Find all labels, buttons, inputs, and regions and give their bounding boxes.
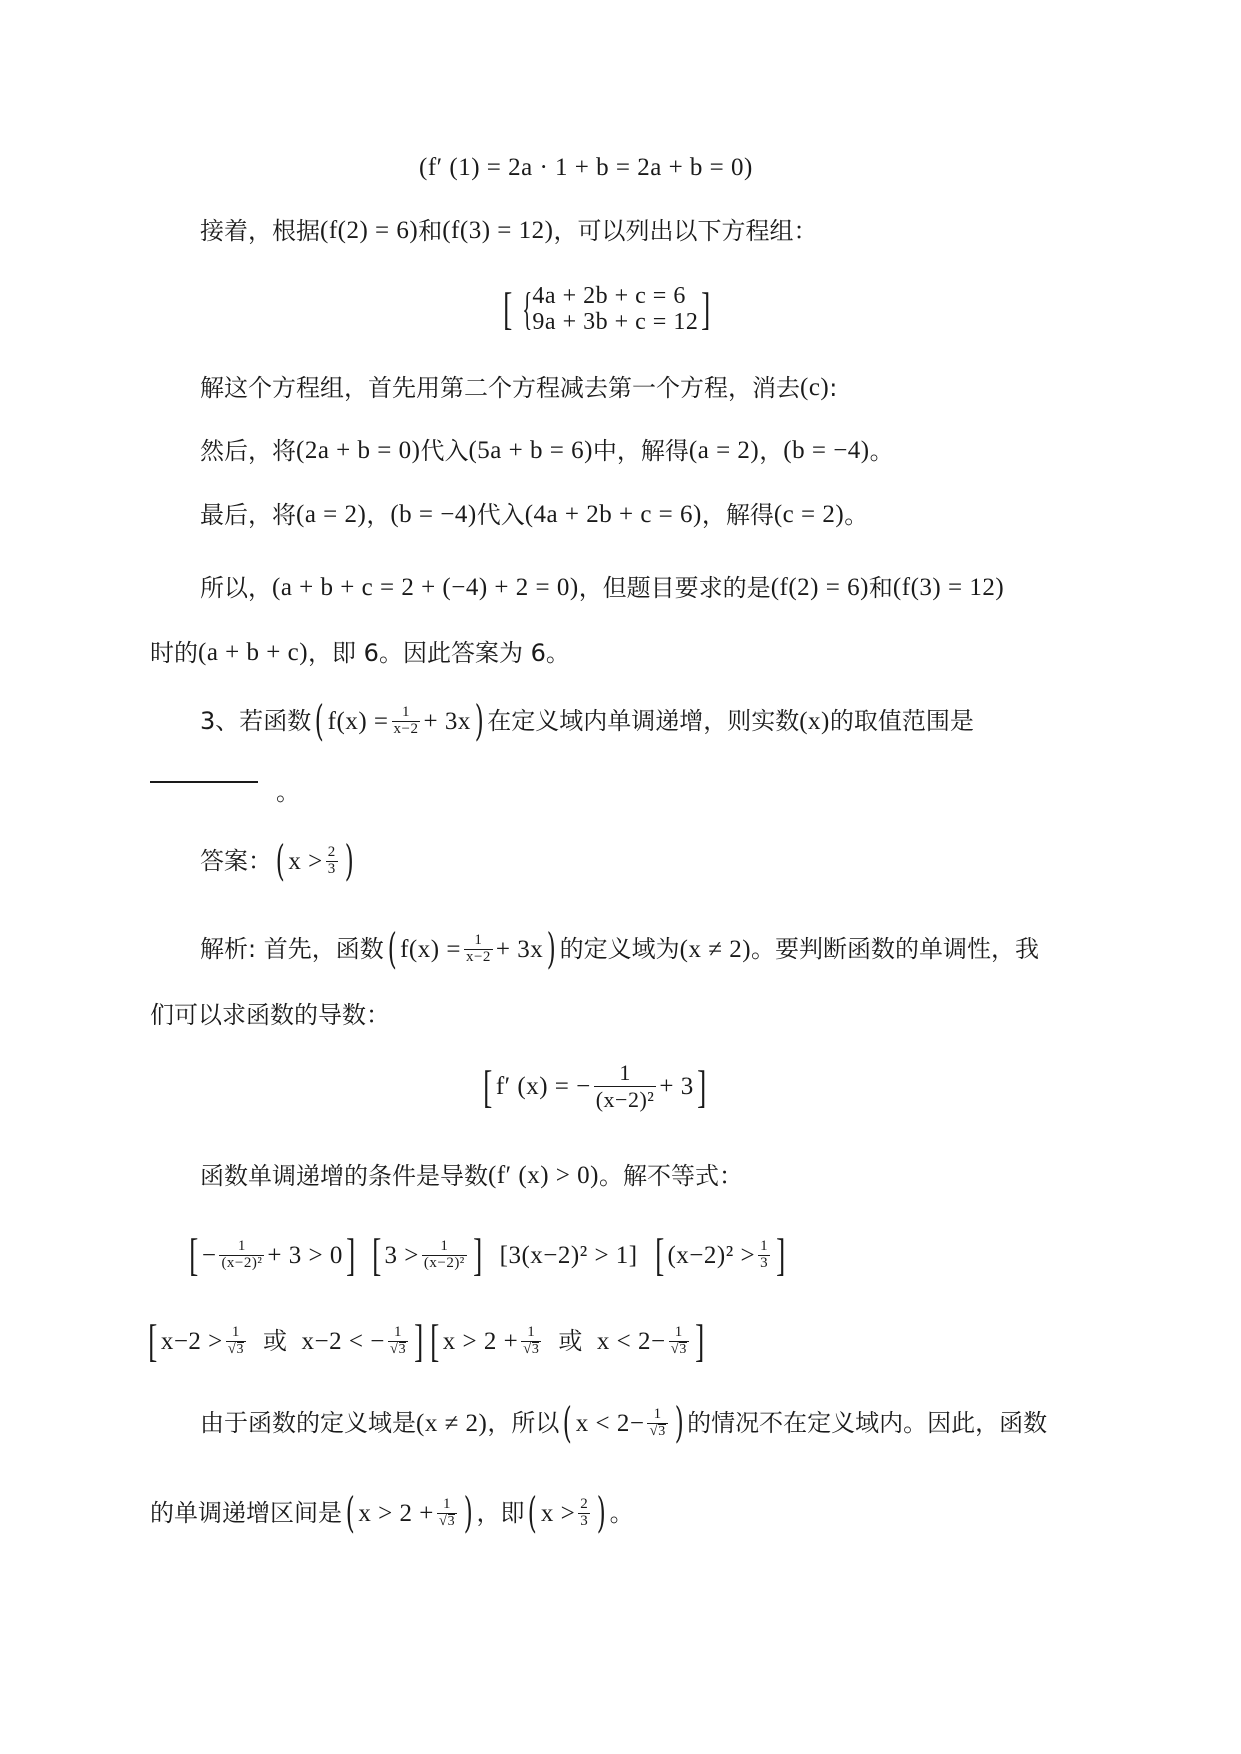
paren-left: ( [314,696,324,745]
text: 在定义域内单调递增，则实数 [487,707,800,735]
text: : [829,373,838,402]
math-inline: + 3 > 0 [267,1241,343,1269]
paren-left: ( [387,924,397,973]
numerator: 1 [401,703,410,720]
paren-right: ) [474,696,484,745]
bracket-right: ] [696,1060,707,1112]
paragraph-system-intro [200,218,817,243]
denominator-sqrt [437,1513,457,1530]
paragraph-answer-6 [150,640,570,665]
analysis-line-2 [150,1003,390,1027]
fraction [647,1407,667,1440]
text: 的情况不在定义域内。因此，函数 [687,1409,1048,1437]
bracket-left: [ [654,1229,665,1280]
fraction [219,1239,264,1272]
question-3 [200,696,974,745]
fraction [437,1497,457,1530]
text: 。 [609,1499,634,1527]
conclusion-line-1 [200,1398,1048,1447]
denominator: 3 [580,1512,589,1529]
text: ，即 6。因此答案为 6。 [308,638,570,667]
denominator-sqrt [388,1341,408,1358]
math-inline: + 3 [659,1073,694,1101]
answer-blank [150,781,258,783]
denominator-sqrt [669,1341,689,1358]
text: 中，解得 [592,436,689,465]
math-inline: (x ≠ 2) [679,935,752,963]
text: 。解不等式： [598,1161,743,1190]
numerator: 1 [231,1323,240,1340]
sqrt-icon: √ [649,1422,659,1439]
radicand: 3 [447,1514,456,1530]
math-inline: + 3x [423,707,471,735]
math-inline: x > [540,1499,576,1527]
radicand: 3 [398,1342,407,1358]
math-inline: (5a + b = 6) [468,437,593,464]
numerator: 1 [440,1237,449,1254]
paragraph-substitute [200,438,894,463]
math-inline: + 3x [495,935,544,963]
math-inline: (f(3) = 12) [892,574,1005,601]
math-inline: x > 2 + [442,1327,519,1355]
text: 的单调递增区间是 [150,1499,342,1527]
numerator: 2 [580,1495,589,1512]
radicand: 3 [531,1342,540,1358]
equation-derivative [480,1060,710,1114]
math-inline: (x) [799,707,830,735]
numerator: 1 [237,1237,246,1254]
fraction [388,1325,408,1358]
text: 。 [869,436,894,465]
bracket-right: ] [776,1229,786,1280]
math-inline: (x ≠ 2) [416,1409,488,1437]
denominator-sqrt [521,1341,541,1358]
math-inline: (a = 2) [688,437,760,464]
math-inline: x > [288,847,323,875]
math-inline: f(x) = [400,935,461,963]
fraction [594,1060,657,1114]
paren-left: ( [563,1398,573,1447]
numerator: 1 [527,1323,536,1340]
math-inline: (a = 2) [296,501,367,528]
bracket-right: ] [472,1229,483,1280]
text: 或 [263,1327,288,1355]
paren-right: ) [344,836,354,885]
text: 或 [558,1327,583,1355]
answer [200,836,357,885]
text: ，即 [476,1499,525,1527]
bracket-left: [ [430,1315,440,1366]
fraction [669,1325,689,1358]
text: 时的 [150,638,198,667]
fraction [422,1239,467,1272]
text: 。要判断函数的单调性，我 [751,935,1040,963]
text: 然后，将 [200,436,296,465]
math-inline: (c = 2) [773,501,845,528]
numerator: 1 [619,1060,631,1085]
answer-label: 答案： [200,847,272,875]
text: 和 [418,216,443,245]
denominator: (x−2)² [423,1254,465,1271]
denominator: 3 [760,1254,769,1271]
denominator: (x−2)² [221,1254,263,1271]
numerator: 1 [474,931,483,948]
inequalities-row-1 [186,1229,789,1280]
numerator: 2 [327,843,336,860]
bracket-left: [ [371,1229,382,1280]
math-inline: x−2 > [160,1327,223,1355]
paren-right: ) [463,1488,473,1537]
system-rows [532,283,698,336]
text: 由于函数的定义域是 [200,1409,416,1437]
math-inline: (2a + b = 0) [296,437,421,464]
paren-left: ( [345,1488,355,1537]
analysis-line-1 [200,924,1040,973]
numerator: 1 [674,1323,683,1340]
text: 解这个方程组，首先用第二个方程减去第一个方程，消去 [200,373,800,402]
text: 们可以求函数的导数： [150,1001,390,1029]
fraction [758,1239,770,1272]
math-inline: x < 2− [575,1409,645,1437]
paren-left: ( [528,1488,538,1537]
conclusion-line-2 [150,1488,634,1537]
math-inline: (f′ (x) > 0) [488,1162,599,1189]
text: 3、若函数 [200,707,312,735]
fraction [326,845,338,878]
fraction [464,933,493,966]
math-inline: (c) [800,374,830,401]
math-inline: (f(2) = 6) [770,574,869,601]
paragraph-condition [200,1163,743,1188]
math-inline: f(x) = [327,707,389,735]
text: ， [759,436,784,465]
bracket-left: [ [503,283,513,335]
bracket-right: ] [701,283,712,335]
math-inline: (x−2)² > [667,1241,756,1269]
text: 解析: 首先，函数 [200,935,384,963]
text: ，可以列出以下方程组： [553,216,818,245]
text: 的定义域为 [559,935,680,963]
radicand: 3 [679,1342,687,1358]
numerator: 1 [653,1405,662,1422]
equation-text: (f′ (1) = 2a · 1 + b = 2a + b = 0) [419,154,753,181]
bracket-left: [ [148,1315,158,1366]
radicand: 3 [236,1342,245,1358]
math-inline: x < 2− [596,1327,666,1355]
math-inline: (4a + 2b + c = 6) [524,501,702,528]
bracket-right: ] [414,1315,424,1366]
text: ，但题目要求的是 [578,573,771,602]
math-inline: (f(3) = 12) [442,217,554,244]
paragraph-therefore [200,575,1004,600]
math-inline: f′ (x) = − [495,1073,591,1101]
denominator: 3 [327,860,336,877]
text: 。 [276,778,300,806]
sqrt-icon: √ [438,1512,448,1529]
text: 最后，将 [200,500,296,529]
answer-blank-line [150,780,300,804]
inequalities-row-2 [145,1315,708,1366]
paren-left: ( [275,836,285,885]
text: 代入 [420,436,469,465]
denominator-sqrt [647,1423,667,1440]
text: 所以， [200,573,272,602]
paragraph-finally [200,502,868,527]
text: ，所以 [487,1409,560,1437]
bracket-left: [ [189,1229,199,1280]
math-inline: (a + b + c) [198,639,309,666]
numerator: 1 [442,1495,451,1512]
system-row-1: 4a + 2b + c = 6 [532,283,686,309]
sqrt-icon: √ [523,1340,532,1357]
denominator: x−2 [465,948,491,965]
text: 。 [844,500,869,529]
system-row-2: 9a + 3b + c = 12 [532,309,699,336]
math-inline: x > 2 + [358,1499,434,1527]
text: ， [366,500,391,529]
math-inline: (a + b + c = 2 + (−4) + 2 = 0) [272,574,579,601]
text: 代入 [476,500,525,529]
fraction [578,1497,590,1530]
math-inline: − [201,1241,217,1269]
paren-right: ) [596,1488,606,1537]
bracket-right: ] [346,1229,356,1280]
denominator-sqrt [226,1341,246,1358]
paren-right: ) [546,924,556,973]
text: 接着，根据 [200,216,320,245]
numerator: 1 [760,1237,769,1254]
math-inline: (b = −4) [390,501,477,528]
fraction [521,1325,541,1358]
bracket-right: ] [695,1315,705,1366]
fraction [392,705,421,738]
denominator: x−2 [393,720,419,737]
math-inline: (f(2) = 6) [320,217,419,244]
paren-right: ) [674,1398,684,1447]
sqrt-icon: √ [389,1340,399,1357]
math-inline: 3 > [384,1241,419,1269]
math-inline: [3(x−2)² > 1] [499,1241,638,1269]
paragraph-subtract [200,375,837,400]
text: 和 [868,573,893,602]
denominator: (x−2)² [595,1087,655,1113]
radicand: 3 [658,1424,666,1440]
bracket-left: [ [483,1060,493,1112]
numerator: 1 [393,1323,402,1340]
fraction [226,1325,246,1358]
math-inline: x−2 < − [301,1327,385,1355]
brace-left: { [522,283,533,335]
text: 函数单调递增的条件是导数 [200,1161,488,1190]
equation-system [500,283,714,336]
equation-f-prime-1 [419,155,753,180]
text: 的取值范围是 [829,707,974,735]
math-inline: (b = −4) [783,437,870,464]
sqrt-icon: √ [227,1340,237,1357]
text: ，解得 [701,500,774,529]
sqrt-icon: √ [670,1340,680,1357]
